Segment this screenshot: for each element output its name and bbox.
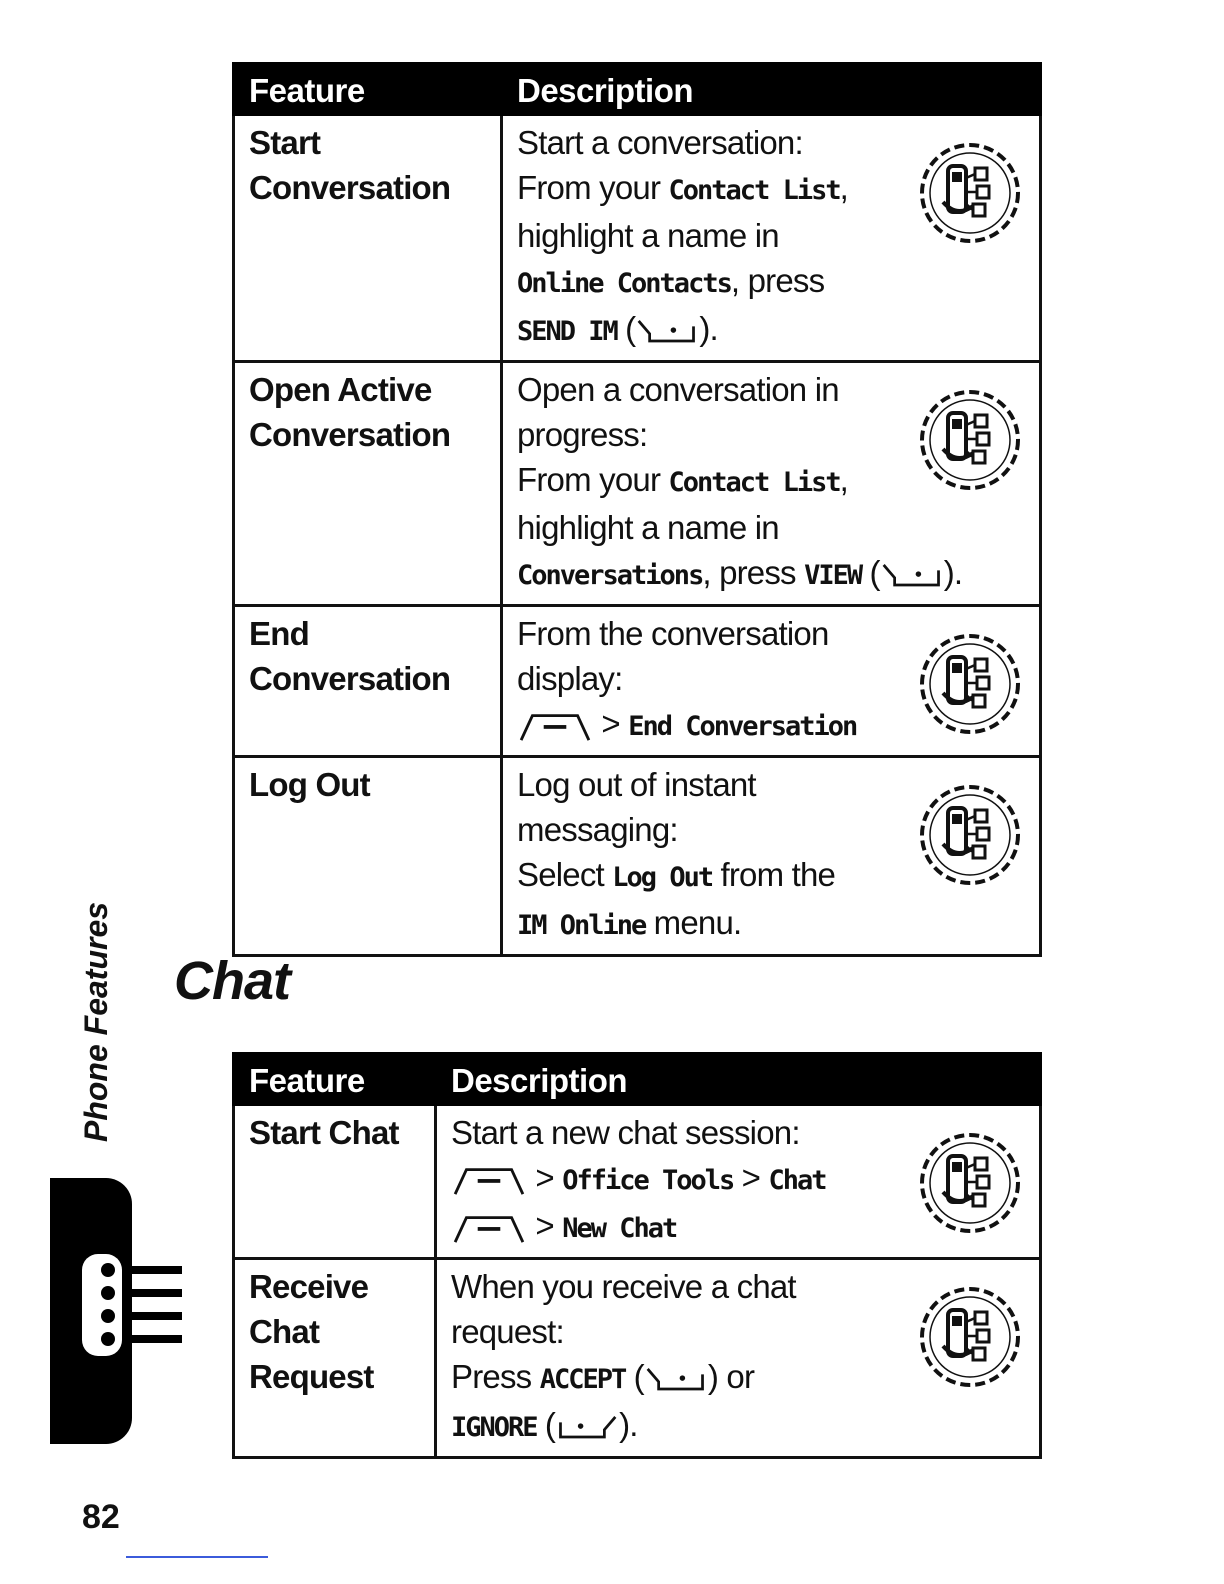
description-line — [517, 900, 909, 948]
network-feature-icon — [915, 780, 1025, 890]
description-line: Start a new chat session: — [451, 1114, 800, 1151]
description-line: progress: — [517, 416, 648, 453]
soft-key-label-send-im: SEND IM — [517, 316, 617, 347]
chat-features-table — [232, 1052, 1042, 1459]
network-feature-icon — [915, 629, 1025, 739]
feature-name-line: Open Active — [249, 371, 432, 408]
text: From your — [517, 461, 669, 498]
feature-name-line: Conversation — [249, 169, 451, 206]
text: , — [839, 169, 848, 206]
description-line — [451, 1203, 909, 1251]
menu-item-new-chat: New Chat — [562, 1213, 677, 1244]
feature-name-line: Conversation — [249, 416, 451, 453]
text: , press — [730, 262, 825, 299]
feature-name-line: Request — [249, 1358, 374, 1395]
text: > — [593, 705, 629, 742]
text: From your — [517, 169, 669, 206]
text: ( — [536, 1406, 556, 1443]
description-cell — [502, 115, 1041, 362]
section-title: Chat — [174, 951, 290, 1011]
description-column-header: Description — [436, 1054, 1041, 1105]
description-line — [517, 852, 909, 900]
table-header-row — [234, 64, 1041, 115]
table-row — [234, 362, 1041, 606]
text: ). — [699, 310, 718, 347]
description-cell — [436, 1259, 1041, 1458]
text: > — [527, 1207, 563, 1244]
feature-name-line: Conversation — [249, 660, 451, 697]
left-soft-key-icon — [555, 1413, 619, 1441]
description-column-header: Description — [502, 64, 1041, 115]
text: menu. — [645, 904, 742, 941]
description-line: Open a conversation in — [517, 371, 839, 408]
description-line: Log out of instant — [517, 766, 756, 803]
description-line: highlight a name in — [517, 509, 779, 546]
right-soft-key-icon — [880, 561, 944, 589]
feature-name-line: Start — [249, 124, 321, 161]
text: ) or — [707, 1358, 755, 1395]
description-cell — [502, 606, 1041, 757]
page-number: 82 — [82, 1498, 120, 1536]
table-row — [234, 757, 1041, 956]
text: Select — [517, 856, 613, 893]
text: ( — [616, 310, 636, 347]
menu-item-office-tools: Office Tools — [562, 1165, 734, 1196]
menu-key-icon — [451, 1212, 527, 1244]
menu-item-log-out: Log Out — [612, 862, 713, 893]
description-line — [451, 1155, 909, 1203]
text: > — [527, 1159, 563, 1196]
feature-name-line: Log Out — [249, 766, 370, 803]
menu-item-contact-list: Contact List — [668, 175, 840, 206]
list-menu-icon — [82, 1250, 186, 1360]
menu-item-online-contacts: Online Contacts — [517, 268, 731, 299]
feature-cell — [234, 606, 502, 757]
soft-key-label-view: VIEW — [804, 560, 862, 591]
description-line — [517, 457, 909, 505]
feature-cell — [234, 757, 502, 956]
text: , press — [702, 554, 805, 591]
feature-column-header: Feature — [234, 1054, 436, 1105]
footer-rule — [126, 1556, 268, 1558]
table-row — [234, 1105, 1041, 1259]
table-row — [234, 1259, 1041, 1458]
chapter-side-label: Phone Features — [78, 901, 114, 1142]
text: ). — [943, 554, 963, 591]
description-line — [517, 165, 909, 213]
feature-cell — [234, 362, 502, 606]
table-row — [234, 606, 1041, 757]
menu-item-im-online: IM Online — [517, 910, 646, 941]
description-line: From the conversation — [517, 615, 829, 652]
feature-cell — [234, 115, 502, 362]
description-cell — [436, 1105, 1041, 1259]
im-features-table — [232, 62, 1042, 957]
menu-item-chat: Chat — [768, 1165, 826, 1196]
feature-column-header: Feature — [234, 64, 502, 115]
menu-key-icon — [451, 1164, 527, 1196]
feature-name-line: Chat — [249, 1313, 320, 1350]
description-line: display: — [517, 660, 623, 697]
description-line — [517, 258, 909, 306]
description-line — [517, 306, 909, 354]
feature-name-line: End — [249, 615, 309, 652]
network-feature-icon — [915, 138, 1025, 248]
menu-key-icon — [517, 710, 593, 742]
description-line: highlight a name in — [517, 217, 779, 254]
text: ( — [861, 554, 880, 591]
description-line: messaging: — [517, 811, 678, 848]
description-line: request: — [451, 1313, 564, 1350]
description-line: Start a conversation: — [517, 124, 803, 161]
menu-item-conversations: Conversations — [517, 560, 703, 591]
description-cell — [502, 362, 1041, 606]
right-soft-key-icon — [635, 317, 699, 345]
network-feature-icon — [915, 385, 1025, 495]
text: from the — [712, 856, 836, 893]
description-line — [451, 1402, 909, 1450]
soft-key-label-accept: ACCEPT — [539, 1364, 626, 1395]
soft-key-label-ignore: IGNORE — [451, 1412, 537, 1443]
feature-cell — [234, 1259, 436, 1458]
text: Press — [451, 1358, 540, 1395]
table-header-row — [234, 1054, 1041, 1105]
text: ). — [619, 1406, 638, 1443]
feature-name-line: Receive — [249, 1268, 369, 1305]
description-line — [517, 550, 963, 598]
right-soft-key-icon — [644, 1365, 708, 1393]
description-line — [517, 701, 909, 749]
feature-name-line: Start Chat — [249, 1114, 399, 1151]
description-line — [451, 1354, 909, 1402]
network-feature-icon — [915, 1128, 1025, 1238]
text: ( — [625, 1358, 644, 1395]
table-row — [234, 115, 1041, 362]
feature-cell — [234, 1105, 436, 1259]
network-feature-icon — [915, 1282, 1025, 1392]
description-line: When you receive a chat — [451, 1268, 796, 1305]
description-cell — [502, 757, 1041, 956]
menu-item-end-conversation: End Conversation — [628, 711, 857, 742]
menu-item-contact-list: Contact List — [668, 467, 840, 498]
text: > — [733, 1159, 769, 1196]
text: , — [839, 461, 848, 498]
